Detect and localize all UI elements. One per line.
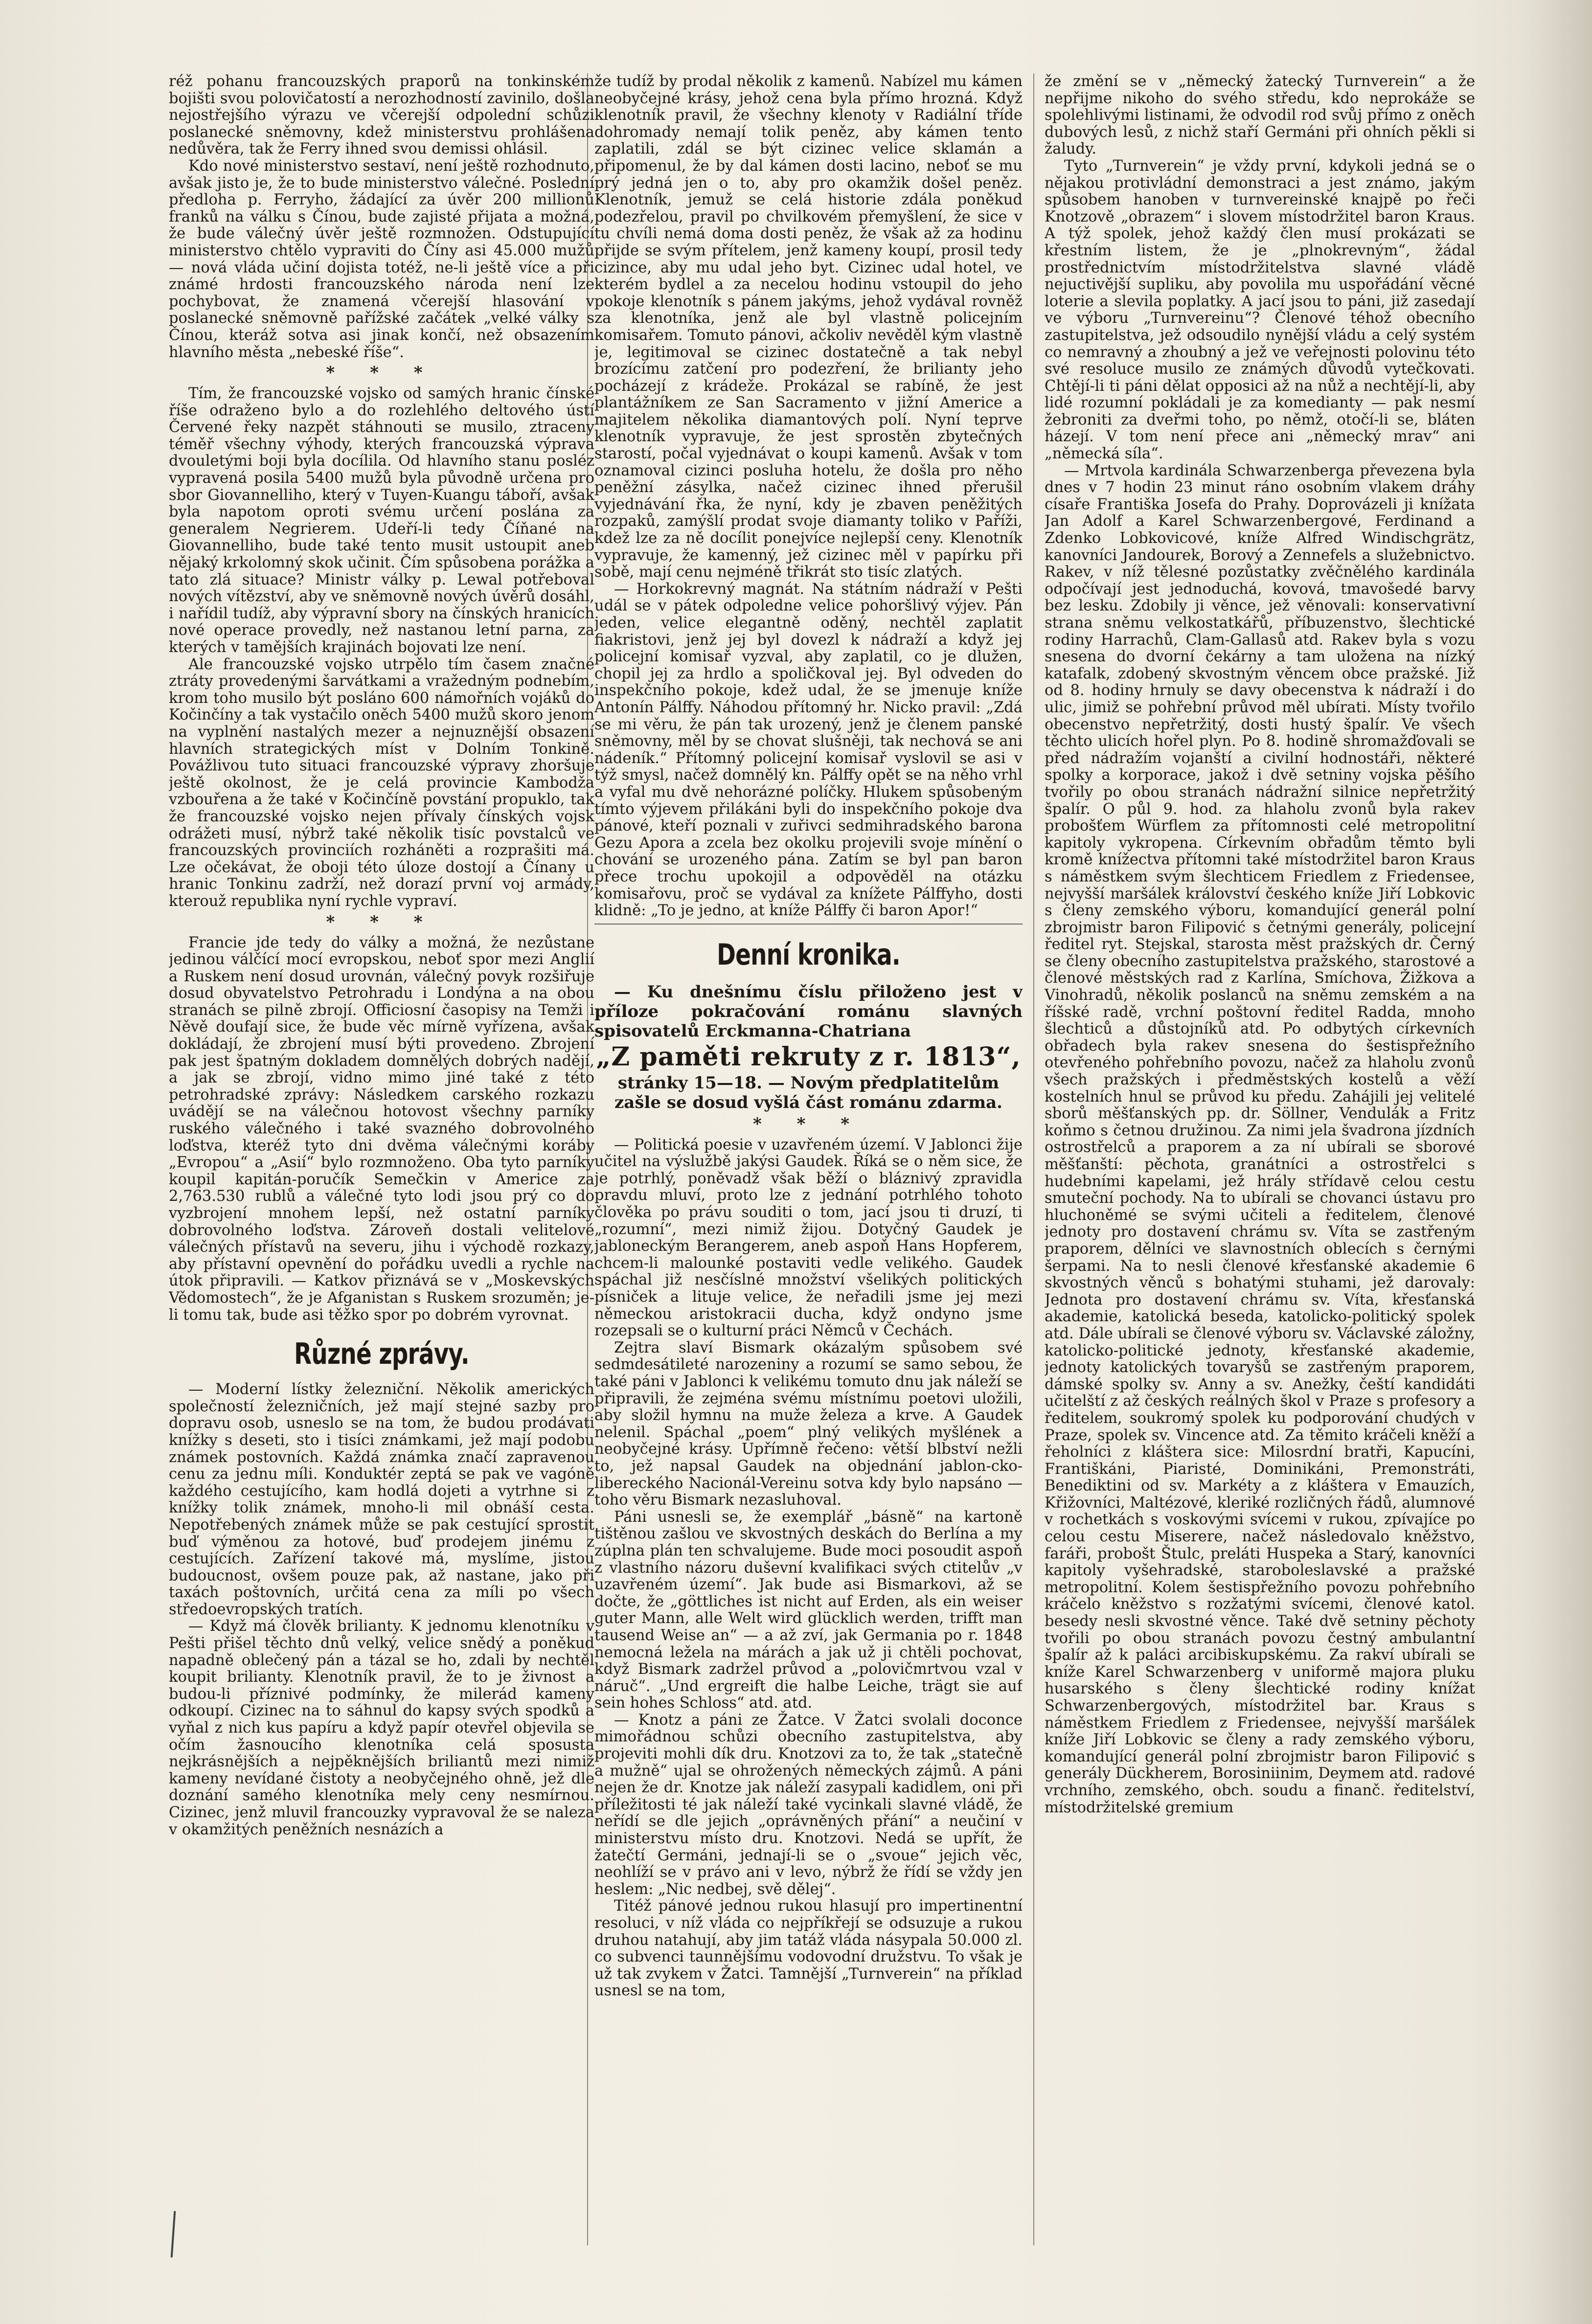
section-divider-stars: * * *	[326, 363, 437, 383]
paragraph: Ale francouzské vojsko utrpělo tím časem značné ztráty provedenými šarvátkami a vražedným podnebím, krom toho musilo být posláno 600 námořních vojáků do Kočinčíny a tak vystačilo oněch 5400 mužů skoro jenom na vyplnění nastalých mezer a nejnuznější obsazení hlavních strategických míst v Dolním Tonkině. Povážlivou tuto situaci francouzské výpravy zhoršuje ještě okolnost, že je celá provincie Kambodža vzbouřena a že také v Kočinčíně povstání propuklo, tak že francouzské vojsko nejen přívaly čínských vojsk odrážeti musí, nýbrž také několik tisíc povstalců ve francouzských provinciích rozháněti a rozprašiti má. Lze očekávat, že oboji této úloze dostojí a Čínany u hranic Tonkinu zadrží, než dorazí první voj armády, kterouž republika nyní rychle vypraví.	[169, 655, 594, 910]
news-item: — Mrtvola kardinála Schwarzenberga převezena byla dnes v 7 hodin 23 minut ráno osobním vlakem dráhy císaře Františka Josefa do Prahy. Doprovázeli ji knížata Jan Adolf a Karel Schwarzenbergové, Ferdinand a Zdenko Lobkovicové, kníže Alfred Windischgrätz, kanovníci Jandourek, Borový a Zennefels a služebnictvo. Rakev, v níž tělesné pozůstatky zvěčnělého kardinála odpočívají jest jednoduchá, kovová, tmavošedé barvy bez lesku. Zdobily ji věnce, jež věnovali: konservativní strana sněmu velkostatkářů, příbuzenstvo, šlechtické rodiny Harrachů, Clam-Gallasů atd. Rakev byla s vozu snesena do dvorní čekárny a tam uložena na nízký katafalk, zdobený skvostným věncem obce pražské. Již od 8. hodiny hrnuly se davy obecenstva k nádraží i do ulic, jimiž se pohřební průvod měl ubírati. Místy tvořilo obecenstvo nepřetržitý, dosti hustý špalír. Ve všech těchto ulicích hořel plyn. Po 8. hodině shromažďovali se před nádražím vojanští a civilní hodnostáři, některé spolky a korporace, jakož i dvě setniny vojska pěšího tvořily po obou stranách nádražní silnice nepřetržitý špalír. O půl 9. hod. za hlaholu zvonů byla rakev probošťem Würflem za přítomnosti celé metropolitní kapitoly vykropena. Církevním obřadům těmto byli kromě knížectva přítomni také místodržitel baron Kraus s náměstkem svým šlechticem Friedlem z Friedensee, nejvyšší maršálek království českého kníže Jiří Lobkovic s členy zemského výboru, komandující generál polní zbrojmistr baron Filipović s četnými generály, policejní ředitel ryt. Stejskal, starosta měst pražských dr. Černý se členy obecního zastupitelstva pražského, starostové a členové městských rad z Karlína, Smíchova, Žižkova a Vinohradů, několik poslanců na sněmu zemském a na říšské radě, vrchní poštovní ředitel Radda, mnoho šlechticů a důstojníků atd. Po odbytých církevních obřadech byla rakev snesena do šestispřežního otevřeného pohřebního povozu, načež za hlaholu zvonů všech pražských i předměstských kostelů a věží kostelních hnul se průvod ku předu. Zahájili jej velitelé sborů měšťanských pp. dr. Söllner, Vendulák a Fritz koňmo s četnou družinou. Za nimi jela švadrona jízdních ostrostřelců a praporem a za ní ubírali se sborové měšťanští: pěchota, granátníci a ostrostřelci s hudebními kapelami, jež hrály střídavě celou cestu smuteční pochody. Na to ubírali se chovanci ústavu pro hluchoněmé se svými učiteli a ředitelem, členové jednoty pro dostavení chrámu sv. Víta se zastřeným praporem, dělníci ve slavnostních oblecích s černými šerpami. Na to nesli členové křesťanské akademie 6 skvostných věnců s bohatými stuhami, jež darovaly: Jednota pro dostavení chrámu sv. Víta, křesťanská akademie, katolická beseda, katolicko-politický spolek atd. Dále ubírali se členové výboru sv. Václavské záložny, katolicko-politické jednoty, křesťanské akademie, jednoty katolických tovaryšů se zastřeným praporem, dámské spolky sv. Anny a sv. Anežky, čeští kandidáti učitelští z až českých reálných škol v Praze s profesory a ředitelem, soukromý spolek ku podporování chudých v Praze, spolek sv. Vincence atd. Za těmito kráčeli kněží a řeholníci z kláštera sice: Milosrdní bratři, Kapucíni, Františkáni, Piaristé, Dominikáni, Premonstráti, Benediktini od sv. Markéty a z kláštera v Emauzích, Křižovníci, Maltézové, kleriké rozličných řádů, alumnové v rochetkách s voskovými svícemi v rukou, zpívajíce po celou cestu Miserere, načež následovalo kněžstvo, faráři, probošt Štulc, preláti Huspeka a Starý, kanovníci kapitoly vyšehradské, staroboleslavské a pražské metropolitní. Kolem šestispřežního povozu pohřebního kráčelo kněžstvo s rozžatými svícemi, členové katol. besedy nesli skvostné věnce. Také dvě setniny pěchoty tvořili po obou stranách povozu čestný ambulantní špalír až k paláci arcibiskupskému. Za rakví ubírali se kníže Karel Schwarzenberg v uniformě majora pluku husarského s členy šlechtické rodiny knížat Schwarzenbergových, místodržitel bar. Kraus s náměstkem Friedlem z Friedensee, nejvyšší maršálek kníže Jiří Lobkovic se členy a rady zemského výboru, komandující generál polní zbrojmistr baron Filipović s generály Dückherem, Borosiniinim, Deymem atd. radové vrchního, zemského, obch. soudu a finanč. ředitelství, místodržitelské gremium	[1045, 462, 1475, 1816]
news-item: — Politická poesie v uzavřeném území. V Jablonci žije učitel na výslužbě jakýsi Gaudek. Říká se o něm sice, že je potrhlý, poněvadž však běží o bláznivý zpravidla pravdu mluví, proto lze z jednání potrhlého tohoto člověka po právu souditi o tom, jací jsou ti druzí, ti „rozumní“, mezi nimiž žijou. Dotyčný Gaudek je jabloneckým Berangerem, aneb aspoň Hans Hopferem, chcem-li malounké postaviti vedle velikého. Gaudek spáchal již nesčíslné množství všelikých politických písniček a lituje velice, že neřadili jsme jej mezi německou aristokracii ducha, když ondyno jsme rozepsali se o kulturní práci Němců v Čechách.	[594, 1136, 1023, 1340]
paragraph: Francie jde tedy do války a možná, že nezůstane jedinou válčící mocí evropskou, neboť spor mezi Anglií a Ruskem není dosud urovnán, válečný povyk rozšiřuje dosud obyvatelstvo Petrohradu i Londýna a na obou stranách se pilně zbrojí. Officiosní časopisy na Temži i Něvě doufají sice, že bude věc mírně vyřízena, avšak dokládají, že zbrojení musí býti provedeno. Zbrojení pak jest špatným dokladem domnělých dobrých nadějí, a jak se zbrojí, vidno mimo jiné také z této petrohradské zprávy: Následkem carského rozkazu uvádějí se na válečnou hotovost všechny parníky ruského válečného i také svazného dobrovolného loďstva, kteréž tyto dni dvěma válečnými koráby „Evropou“ a „Asií“ bylo rozmnoženo. Oba tyto parníky koupil kapitán-poručík Semečkin v Americe za 2,763.530 rublů a válečné tyto lodi jsou prý co do vyzbrojení mnohem lepší, než ostatní parníky dobrovolného loďstva. Zároveň dostali velitelové válečných přístavů na severu, jihu i východě rozkazy, aby přístavní opevnění do pořádku uvedli a rychle na útok připravili. — Katkov přiznává se v „Moskevských Vědomostech“, že je Afganistan s Ruskem srozuměn; je-li tomu tak, bude asi těžko spor po dobrém vyrovnat.	[169, 934, 594, 1324]
supplement-notice: — Ku dnešnímu číslu přiloženo jest v příloze pokračování románu slavných spisovatelů Erckmanna-Chatriana	[594, 982, 1023, 1041]
paragraph: Titéž pánové jednou rukou hlasují pro impertinentní resoluci, v níž vláda co nejpříkřejí se odsuzuje a rukou druhou natahují, aby jim tatáž vláda násypala 50.000 zl. co subvenci taunnějšímu vodovodní družstvu. To však je už tak zvykem v Žatci. Tamnější „Turnverein“ na příklad usnesl se na tom,	[594, 1897, 1023, 2000]
paragraph: Tyto „Turnverein“ je vždy první, kdykoli jedná se o nějakou protivládní demonstraci a jest známo, jakým spůsobem hanoben v turnvereinské knajpě po řeči Knotzově „obrazem“ i slovem místodržitel baron Kraus. A týž spolek, jehož každý člen musí prokázati se křestním listem, že je „plnokrevným“, žádal prostřednictvím místodržitelstva slavné vládě nejuctivější supliku, aby povolila mu uspořádání věcné loterie a slevila poplatky. A jací jsou to páni, již zasedají ve výboru „Turnvereinu“? Členové téhož obecního zastupitelstva, jež odsoudilo nynější vládu a celý systém co nemravný a zhoubný a jež ve veřejnosti polovinu této své resoluce musilo ze známých důvodů vytečkovati. Chtějí-li ti páni dělat opposici až na nůž a nechtějí-li, aby lidé rozumní pokládali je za komedianty — pak nesmí žebroniti za dveřmi toho, po němž, otočí-li se, bláten házejí. V tom není přece ani „německý mrav“ ani „německá síla“.	[1045, 157, 1475, 463]
section-heading-ruzne-zpravy: Různé zprávy.	[294, 1337, 469, 1372]
section-divider-stars: * * *	[752, 1114, 864, 1134]
page-edge-shadow	[1528, 0, 1592, 2324]
news-item: — Moderní lístky železniční. Několik amerických společností železničních, jež mají stejné sazby pro dopravu osob, usneslo se na tom, že budou prodávati knížky s deseti, sto i tisíci známkami, jež mají podobu známek postovních. Každá známka značí zapravenou cenu za jednu míli. Konduktér zeptá se pak ve vagóně každého cestujícího, kam hodlá dojeti a vytrhne si z knížky tolik známek, mnoho-li mil obnáší cesta. Nepotřebených známek může se pak cestující sprostit buď výměnou za hotové, buď prodejem jinému z cestujících. Zařízení takové má, myslíme, jistou budoucnost, ovšem pouze pak, až nastane, jako při taxách poštovních, určitá cena za míli po všech středoevropských tratích.	[169, 1381, 594, 1618]
paragraph: že tudíž by prodal několik z kamenů. Nabízel mu kámen neobyčejné krásy, jehož cena byla přímo hrozná. Když klenotník pravil, že všechny klenoty v Radiální tříde dohromady nemají tolik peněz, aby kámen tento zaplatili, zdál se být cizinec velice sklamán a připomenul, že by dal kámen dosti lacino, neboť se mu prý jedná jen o to, aby pro okamžik došel peněz. Klenotník, jemuž se celá historie zdála poněkud podezřelou, pravil po chvilkovém přemyšlení, že sice v tu chvíli nemá doma dosti peněz, že však až za hodinu přijde se svým přítelem, jenž kameny koupí, prosil tedy cizince, aby mu udal jeho byt. Cizinec udal hotel, ve kterém bydlel a za necelou hodinu vstoupil do jeho pokoje klenotník s pánem jakýms, jehož vydával rovněž za klenotníka, jenž ale byl vlastně policejním komisařem. Tomuto pánovi, ačkoliv nevěděl kým vlastně je, legitimoval se cizinec dostatečně a tak nebyl brozícímu zatčení pro podezření, že brilianty jeho pocházejí z krádeže. Prokázal se rabíně, že jest plantážníkem ze San Sacramento v jižní Americe a majitelem několika diamantových polí. Nyní teprve klenotník vypravuje, že jest sprostěn zbytečných starostí, počal vyjednávat o koupi kamenů. Avšak v tom oznamoval cizinci posluha hotelu, že došla pro něho peněžní zásylka, načež cizinec ihned přerušil vyjednávání řka, že nyní, kdy je zbaven peněžitých rozpaků, zamýšlí prodat svoje diamanty toliko v Paříži, kdež lze za ně docílit ponejvíce nejlepší ceny. Klenotník vypravuje, že kamenný, jež cizinec měl v papírku při sobě, mají cenu nejméně třikrát sto tisíc zlatých.	[594, 73, 1023, 581]
news-item: — Horkokrevný magnát. Na státním nádraží v Pešti udál se v pátek odpoledne velice pohoršlivý výjev. Pán jeden, velice elegantně oděný, nechtěl zaplatit fiakristovi, jenž jej byl dovezl k nádraží a když jej policejní komisař vyzval, aby zaplatil, co je dlužen, chopil jej za hrdlo a spoličkoval jej. Byl odveden do inspekčního pokoje, kdež udal, že se jmenuje kníže Antonín Pálffy. Náhodou přítomný hr. Nicko pravil: „Zdá se mi věru, že pán tak urozený, jenž je členem panské sněmovny, měl by se chovat slušněji, tak nechová se ani nádeník.“ Přítomný policejní komisař vyslovil se asi v týž smysl, načež domnělý kn. Pálffy opět se na něho vrhl a vyfal mu dvě nehorázné políčky. Hlukem spůsobeným tímto výjevem přilákáni byli do inspekčního pokoje dva pánové, kteří poznali v zuřivci sedmihradského barona Gezu Apora a zcela bez okolku projevili svoje mínění o chování se urozeného pána. Zatím se byl pan baron přece trochu upokojil a odpověděl na otázku komisařovu, proč se vydával za knížete Pálffyho, dosti klidně: „To je jedno, at kníže Pálffy či baron Apor!“	[594, 580, 1023, 920]
news-item: — Knotz a páni ze Žatce. V Žatci svolali doconce mimořádnou schůzi obecního zastupitelstva, aby projeviti mohli dík dru. Knotzovi za to, že tak „statečně a mužně“ ujal se ohrožených německých zájmů. A páni nejen že dr. Knotze jak náleží zasypali kadidlem, oni při příležitosti té jak náleží také vycinkali slavné vládě, že neřídí se dle jejich „oprávněných přání“ a neučiní v ministerstvu místo dru. Knotzovi. Nedá se upřít, že žatečtí Germáni, jednají-li se o „svoue“ jejich věc, neohlíží se v právo ani v levo, nýbrž že řídí se vždy jen heslem: „Nic nedbej, svě dělej“.	[594, 1711, 1023, 1898]
supplement-notice-tail: stránky 15—18. — Novým předplatitelům zašle se dosud vyšlá část románu zdarma.	[614, 1073, 1002, 1112]
column-rule	[1033, 73, 1034, 2245]
paragraph: že změní se v „německý žatecký Turnverein“ a že nepřijme nikoho do svého středu, kdo neprokáže se spolehlivými listinami, že odvodil rod svůj přímo z oněch dubových lesů, z nichž staří Germáni při ohních pěkli si žaludy.	[1045, 73, 1475, 158]
section-divider-stars: * * *	[326, 912, 437, 932]
paragraph: Kdo nové ministerstvo sestaví, není ještě rozhodnuto, avšak jisto je, že to bude ministerstvo válečné. Poslední předloha p. Ferryho, žádající za úvěr 200 millionů franků na válku s Čínou, bude zajisté přijata a možná, že bude válečný úvěr ještě rozmnožen. Odstupující ministerstvo chtělo vypraviti do Číny asi 45.000 mužů — nová vláda učiní dojista totéž, ne-li ještě více a při známé hrdosti francouzského národa není lze pochybovat, že znamená včerejší hlasování v poslanecké sněmovně pařížské začátek „velké války s Čínou, kteráž sotva asi jinak končí, než obsazením hlavního města „nebeské říše“.	[169, 157, 594, 361]
paragraph: Páni usnesli se, že exemplář „básně“ na kartoně tištěnou zašlou ve skvostných deskách do Berlína a my zúplna plán ten schvalujeme. Bude moci posoudit aspoň z vlastního názoru duševní kvalifikaci svých ctitelův „v uzavřeném území“. Jak bude asi Bismarkovi, až se dočte, že „göttliches ist nicht auf Erden, als ein weiser guter Mann, alle Welt wird glücklich werden, trifft man tausend Weise an“ — a až zví, jak Germania po r. 1848 nemocná ležela na márách a jak už ji chtěli pochovat, když Bismark zadržel průvod a „polovičmrtvou vzal v náruč“. „Und ergreift die halbe Leiche, trägt sie auf sein hohes Schloss“ atd. atd.	[594, 1508, 1023, 1712]
paragraph: Zejtra slaví Bismark okázalým spůsobem své sedmdesátileté narozeniny a rozumí se samo sebou, že také páni v Jablonci k velikému tomuto dnu jak náleží se připravili, že zejména svému místnímu poetovi uložili, aby složil hymnu na muže železa a krve. A Gaudek nelenil. Spáchal „poem“ plný velikých myšlének a neobyčejné krásy. Upřímně řečeno: větší blbství nežli to, jež napsal Gaudek na objednání jablon-cko-libereckého Nacionál-Vereinu sotva kdy bylo napsáno — toho věru Bismark nezasluhoval.	[594, 1339, 1023, 1509]
paragraph: Tím, že francouzské vojsko od samých hranic čínské říše odraženo bylo a do rozlehlého deltového ústí Červené řeky nazpět stáhnouti se musilo, ztraceny téměř všechny výhody, kterých francouzská výprava dvouletými boji byla docílila. Od hlavního stanu posléz vypravená posila 5400 mužů byla původně určena pro sbor Giovannelliho, který v Tuyen-Kuangu táboří, avšak byla napotom oproti svému určení poslána za generalem Negrierem. Udeří-li tedy Číňané na Giovannelliho, bude také tento musit ustoupit aneb nějaký krkolomný skok učinit. Čím spůsobena porážka a tato zlá situace? Ministr války p. Lewal potřeboval nových vítězství, aby ve sněmovně nových úvěrů dosáhl, i nařídil tudíž, aby výpravní sbory na čínských hranicích nové operace provedly, než nastanou letní parna, za kterých v tamějších krajinách bojovati lze není.	[169, 385, 594, 656]
column-middle	[594, 73, 1023, 2275]
column-left	[169, 73, 594, 2275]
section-heading-denni-kronika: Denní kronika.	[717, 937, 900, 972]
column-right	[1045, 73, 1475, 2275]
news-item: — Když má člověk brilianty. K jednomu klenotníku v Pešti přišel těchto dnů velký, velice snědý a poněkud napadně oblečený pán a tázal se ho, zdali by nechtěl koupit brilianty. Klenotník pravil, že to je živnost a budou-li příznivé podmínky, že milerád kameny odkoupí. Cizinec na to sáhnul do kapsy svých spodků a vyňal z nich kus papíru a když papír otevřel objevila se očím žasnoucího klenotníka celá sposusta nejkrásnějších a nejpěknějších briliantů mezi nimiž kameny nevídané čistoty a neobyčejného ohně, jež dle doznání samého klenotníka mely ceny nesmírnou. Cizinec, jenž mluvil francouzky vypravoval že se naleza v okamžitých peněžních nesnázích a	[169, 1618, 594, 1838]
novel-title: „Z paměti rekruty z r. 1813“,	[596, 1041, 1021, 1072]
paragraph: réž pohanu francouzských praporů na tonkinském bojišti svou polovičatostí a nerozhodností zavinilo, došla nejostřejšího výrazu ve včerejší odpolední schůzi poslanecké sněmovny, kdež ministerstvu prohlášena nedůvěra, tak že Ferry ihned svou demissi ohlásil.	[169, 73, 594, 158]
divider	[594, 924, 1023, 925]
